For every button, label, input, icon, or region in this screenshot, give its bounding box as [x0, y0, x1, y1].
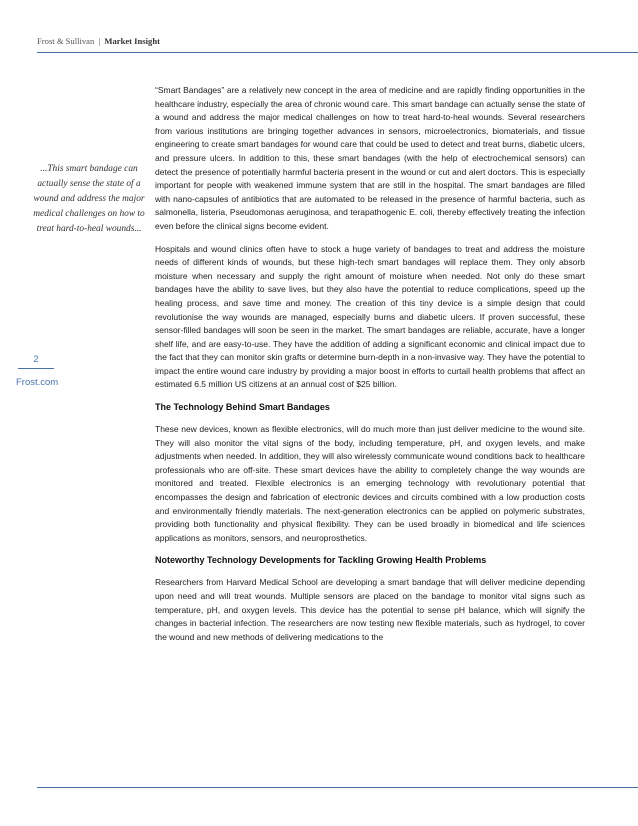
site-name: Frost.com [16, 377, 59, 388]
paragraph-hospitals: Hospitals and wound clinics often have to stock a huge variety of bandages to treat and address the moisture needs of different kinds of wounds, but these high-tech smart bandages will replace them. They only absorb moisture when necessary and supply the right amount of moisture when needed. Not only do these smart bandages have the ability to save lives, but they also have the potential to reduce complications, speed up the healing process, and save time and money. The creation of this tiny device is a simple design that could revolutionise the way wounds are managed, especially burns and diabetic ulcers. If proven successful, these sensor-filled bandages will soon be seen in the market. The smart bandages are reliable, accurate, have a longer shelf life, and are easy-to-use. They have the addition of adding a significant economic and clinical impact due to the fact that they can monitor skin grafts or determine burn-depth in a non-invasive way. They have the potential to impact the entire wound care industry by providing a major boost in efforts to curtail health problems that affect an estimated 6.5 million US citizens at an annual cost of $25 billion. [155, 243, 585, 390]
heading-developments: Noteworthy Technology Developments for Tackling Growing Health Problems [155, 555, 487, 566]
heading-technology: The Technology Behind Smart Bandages [155, 402, 330, 413]
section-name: Market Insight [104, 36, 160, 46]
page-number: 2 [33, 354, 39, 365]
header-separator: | [98, 36, 101, 46]
article-body [155, 84, 585, 653]
header-rule [37, 52, 638, 53]
paragraph-intro: “Smart Bandages” are a relatively new concept in the area of medicine and are rapidly finding opportunities in the healthcare industry, especially the area of chronic wound care. This smart bandage can actually sense the state of a wound and address the major medical challenges on how to treat hard-to-heal wounds. Several researchers from various institutions are bringing together advances in sensors, microelectronics, biomaterials, and tissue engineering to create smart bandages for wound care that could be used to detect and treat burns, diabetic ulcers, and pressure ulcers. In addition to this, these smart bandages (with the help of electrochemical sensors) can detect the presence of potentially harmful bacteria present in the wound or cut and alert doctors. This is especially important for people with weakened immune system that are still in the hospital. The smart bandages are filled with nano-capsules of antibiotics that are automated to be released in the presence of harmful bacteria, such as salmonella, listeria, Pseudomonas aeruginosa, and terapathogenic E. coli, thereby effectively treating the infection even before the clinical signs become evident. [155, 85, 585, 231]
company-name: Frost & Sullivan [37, 36, 95, 46]
paragraph-harvard: Researchers from Harvard Medical School are developing a smart bandage that will deliver medicine depending upon need and will treat wounds. Multiple sensors are placed on the bandage to monitor vital signs such as temperature, pH, and oxygen levels. This device has the potential to sense pH balance, which will signify the changes in bacterial infection. The researchers are now testing new flexible materials, such as hydrogel, to cover the wound and new methods of delivering medications to the [155, 577, 585, 642]
page-number-rule [18, 368, 54, 369]
pull-quote: ...This smart bandage can actually sense the state of a wound and address the major medical challenges on how to treat hard-to-heal wounds... [33, 164, 145, 234]
paragraph-flexible-electronics: These new devices, known as flexible electronics, will do much more than just deliver medicine to the wound site. They will also monitor the vital signs of the body, including temperature, pH, and oxygen levels, and make adjustments when needed. In addition, they will also wirelessly communicate wound conditions back to healthcare professionals who are off-site. These smart devices have the ability to completely change the way wounds are monitored and treated. Flexible electronics is an emerging technology with revolutionary potential that encompasses the design and fabrication of electronic devices and circuits combined with a low production costs and environmentally friendly materials. The next-generation electronics can be applied on polymeric substrates, providing both functionality and physical flexibility. They can be used broadly in biomedical and life sciences applications as monitors, sensors, and neuroprosthetics. [155, 424, 585, 543]
footer-rule [37, 787, 638, 788]
running-header [37, 36, 160, 46]
